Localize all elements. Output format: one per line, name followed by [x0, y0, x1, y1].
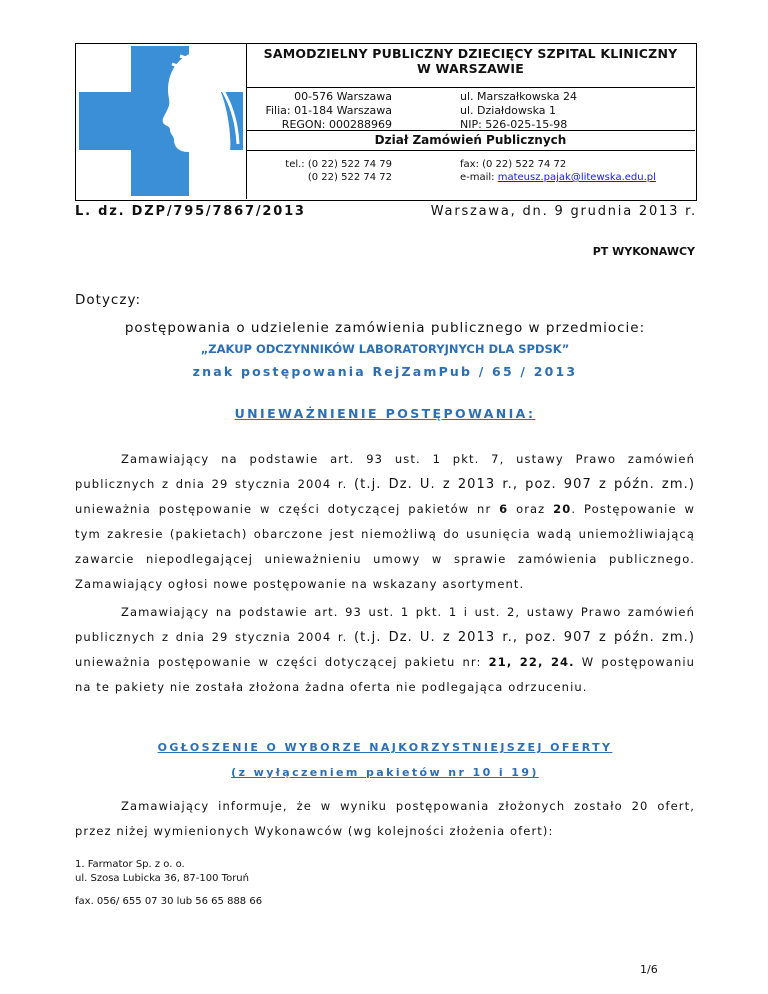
address-right: ul. Marszałkowska 24 ul. Działdowska 1 NIP: 526-025-15-98 [460, 90, 577, 131]
subject-title: „ZAKUP ODCZYNNIKÓW LABORATORYJNYCH DLA SPDSK” [200, 342, 570, 356]
document-date: Warszawa, dn. 9 grudnia 2013 r. [430, 204, 697, 219]
section-heading-annulment: UNIEWAŻNIENIE POSTĘPOWANIA: [234, 406, 536, 421]
hospital-name: SAMODZIELNY PUBLICZNY DZIECIĘCY SZPITAL KLINICZNY W WARSZAWIE [263, 46, 678, 76]
recipient: PT WYKONAWCY [592, 245, 695, 258]
paragraph-annulment-2: Zamawiający na podstawie art. 93 ust. 1 pkt. 1 i ust. 2, ustawy Prawo zamówień publicznych z dnia 29 stycznia 2004 r. (t.j. Dz. U. z 2013 r., poz. 907 z późn. zm.) unieważnia postępowanie w części dotyczącej pakietu nr: 21, 22, 24. W postępowaniu na te pakiety nie została złożona żadna oferta nie podlegająca odrzuceniu. [75, 605, 696, 694]
email-label: e-mail: [460, 172, 498, 183]
subject-line: postępowania o udzielenie zamówienia publicznego w przedmiocie: [124, 320, 646, 336]
letterhead-divider [246, 87, 695, 88]
case-mark: znak postępowania RejZamPub / 65 / 2013 [192, 364, 578, 379]
fax-email-block [460, 158, 690, 184]
page-number: 1/6 [640, 963, 658, 976]
department-name: Dział Zamówień Publicznych [374, 133, 567, 147]
telephone-numbers: tel.: (0 22) 522 74 79 (0 22) 522 74 72 [285, 159, 392, 183]
email-link[interactable]: mateusz.pajak@litewska.edu.pl [497, 172, 656, 183]
paragraph-annulment-1: Zamawiający na podstawie art. 93 ust. 1 pkt. 7, ustawy Prawo zamówień publicznych z dnia 29 stycznia 2004 r. (t.j. Dz. U. z 2013 r., poz. 907 z późn. zm.) unieważnia postępowanie w części dotyczącej pakietów nr 6 oraz 20. Postępowanie w tym zakresie (pakietach) obarczone jest niemożliwą do usunięcia wadą uniemożliwiającą zawarcie niepodlegającej unieważnieniu umowy w sprawie zamówienia publicznego. Zamawiający ogłosi nowe postępowanie na wskazany asortyment. [75, 452, 696, 591]
bidder-1 [75, 858, 262, 909]
bidder-address: ul. Szosa Lubicka 36, 87-100 Toruń [75, 873, 249, 884]
reference-number: L. dz. DZP/795/7867/2013 [75, 204, 306, 219]
section-heading-selection: OGŁOSZENIE O WYBORZE NAJKORZYSTNIEJSZEJ OFERTY (z wyłączeniem pakietów nr 10 i 19) [75, 738, 695, 782]
bidder-fax: fax. 056/ 655 07 30 lub 56 65 888 66 [75, 896, 263, 907]
subject-label: Dotyczy: [75, 292, 142, 308]
paragraph-offers: Zamawiający informuje, że w wyniku postępowania złożonych zostało 20 ofert, przez niżej wymienionych Wykonawców (wg kolejności złożenia ofert): [75, 799, 695, 838]
bidder-name: 1. Farmator Sp. z o. o. [75, 859, 185, 870]
fax-number: fax: (0 22) 522 74 72 [460, 159, 567, 170]
section-subheading-selection: (z wyłączeniem pakietów nr 10 i 19) [231, 766, 539, 779]
address-left: 00-576 Warszawa Filia: 01-184 Warszawa REGON: 000288969 [265, 90, 392, 131]
letterhead-divider [246, 150, 695, 151]
hospital-logo [76, 44, 246, 199]
